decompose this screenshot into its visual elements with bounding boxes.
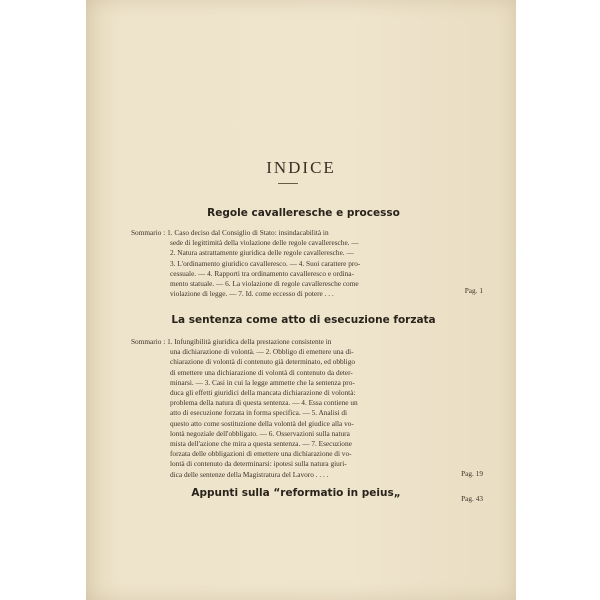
section-summary bbox=[131, 228, 466, 299]
summary-line: Sommario : 1. Caso deciso dal Consiglio di Stato: insindacabilità in bbox=[131, 228, 329, 237]
summary-line: questo atto come sostituzione della volontà del giudice alla vo- bbox=[170, 418, 354, 428]
section-heading: La sentenza come atto di esecuzione forzata bbox=[171, 314, 436, 326]
summary-line: chiarazione di volontà di contenuto già determinato, ed obbligo bbox=[170, 357, 356, 367]
summary-line: problema della natura di questa sentenza. — 4. Essa contiene un bbox=[170, 398, 358, 408]
summary-line: di emettere una dichiarazione di volontà di contenuto da deter- bbox=[170, 367, 353, 377]
page-number: Pag. 1 bbox=[464, 286, 483, 295]
section-heading: Regole cavalleresche e processo bbox=[207, 207, 400, 219]
summary-line: mista dell'azione che mira a questa sentenza. — 7. Esecuzione bbox=[170, 439, 352, 449]
summary-line: lontà negoziale dell'obbligato. — 6. Osservazioni sulla natura bbox=[170, 428, 350, 438]
summary-line: atto di esecuzione forzata in forma specifica. — 5. Analisi di bbox=[170, 408, 348, 418]
section-heading: Appunti sulla “reformatio in peius„ bbox=[191, 487, 401, 499]
summary-line: mento statuale. — 6. La violazione di regole cavalleresche come bbox=[170, 279, 359, 289]
summary-line: cessuale. — 4. Rapporti tra ordinamento cavalleresco e ordina- bbox=[170, 268, 354, 278]
section-summary bbox=[131, 337, 466, 480]
title-rule bbox=[278, 183, 298, 184]
summary-line: Sommario : 1. Infungibilità giuridica della prestazione consistente in bbox=[131, 337, 332, 346]
summary-line: sede di legittimità della violazione delle regole cavalleresche. — bbox=[170, 238, 359, 248]
summary-line: duca gli effetti giuridici della mancata dichiarazione di volontà: bbox=[170, 388, 356, 398]
summary-line: dica delle sentenze della Magistratura del Lavoro . . . . bbox=[170, 469, 329, 479]
summary-line: 3. L'ordinamento giuridico cavalleresco. — 4. Suoi carattere pro- bbox=[170, 258, 361, 268]
page-number: Pag. 43 bbox=[461, 494, 483, 503]
summary-line: forzata delle obbligazioni di emettere una dichiarazione di vo- bbox=[170, 449, 352, 459]
summary-line: una dichiarazione di volontà. — 2. Obbligo di emettere una di- bbox=[170, 347, 354, 357]
index-title: INDICE bbox=[266, 158, 336, 177]
document-page bbox=[86, 0, 516, 600]
page-number: Pag. 19 bbox=[461, 469, 483, 478]
summary-line: lontà di contenuto da determinarsi: ipotesi sulla natura giuri- bbox=[170, 459, 347, 469]
summary-line: violazione di legge. — 7. Id. come eccesso di potere . . . bbox=[170, 289, 334, 299]
summary-line: 2. Natura astrattamente giuridica delle regole cavalleresche. — bbox=[170, 248, 354, 258]
summary-line: minarsi. — 3. Casi in cui la legge ammette che la sentenza pro- bbox=[170, 377, 355, 387]
